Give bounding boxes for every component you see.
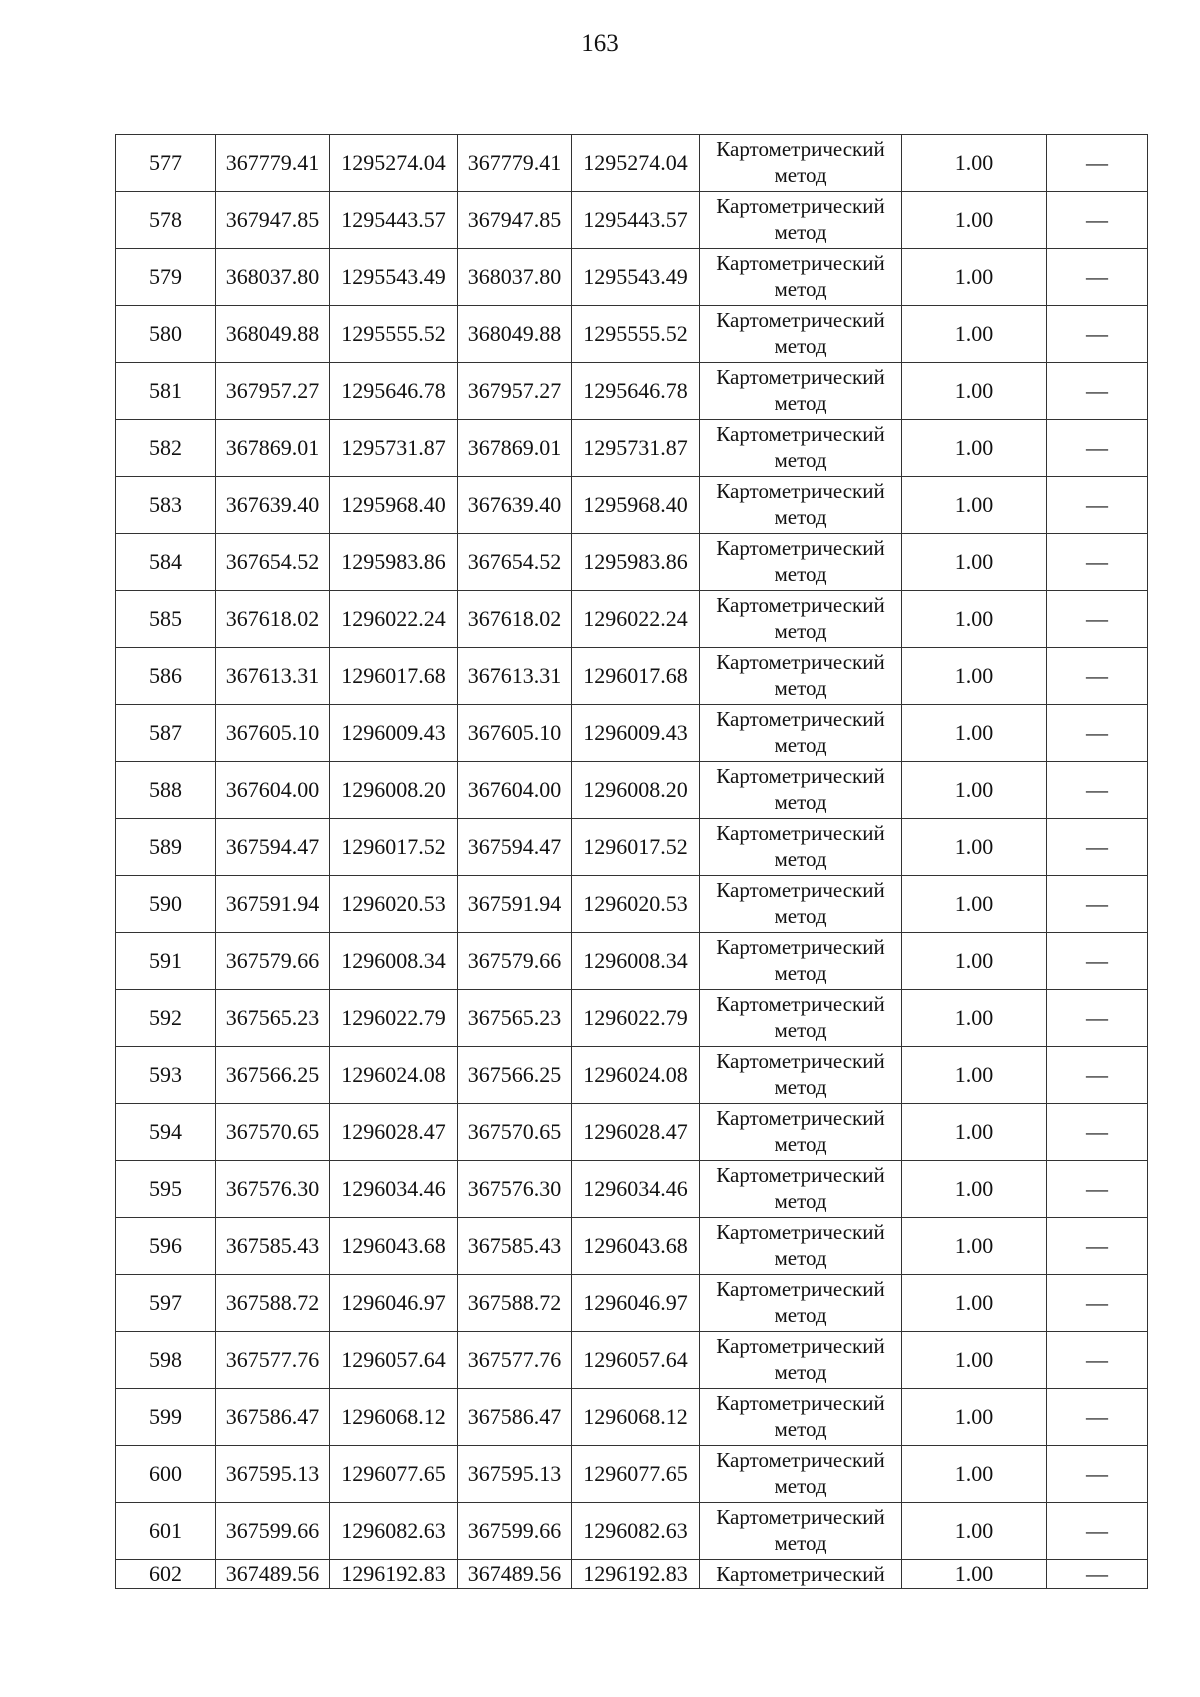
x-coordinate-new-cell: 367570.65 <box>458 1104 572 1161</box>
method-cell <box>700 876 902 933</box>
y-coordinate-new-cell: 1296024.08 <box>572 1047 700 1104</box>
table-row <box>116 648 1148 705</box>
point-number-cell: 589 <box>116 819 216 876</box>
y-coordinate-cell: 1295555.52 <box>330 306 458 363</box>
accuracy-cell: 1.00 <box>902 1104 1047 1161</box>
accuracy-cell: 1.00 <box>902 762 1047 819</box>
y-coordinate-new-cell: 1296043.68 <box>572 1218 700 1275</box>
y-coordinate-new-cell: 1295646.78 <box>572 363 700 420</box>
accuracy-cell: 1.00 <box>902 363 1047 420</box>
method-cell <box>700 1104 902 1161</box>
table-row <box>116 363 1148 420</box>
x-coordinate-cell: 367605.10 <box>216 705 330 762</box>
description-cell: — <box>1047 591 1148 648</box>
point-number-cell: 600 <box>116 1446 216 1503</box>
method-text-line-2: метод <box>774 847 827 871</box>
method-text-line-1: Картометрический <box>716 251 885 275</box>
method-text-line-1: Картометрический <box>716 878 885 902</box>
x-coordinate-new-cell: 367618.02 <box>458 591 572 648</box>
x-coordinate-cell: 367779.41 <box>216 135 330 192</box>
x-coordinate-new-cell: 367654.52 <box>458 534 572 591</box>
description-cell: — <box>1047 477 1148 534</box>
method-cell <box>700 192 902 249</box>
method-text-line-2: метод <box>774 961 827 985</box>
method-cell <box>700 534 902 591</box>
y-coordinate-cell: 1296017.52 <box>330 819 458 876</box>
x-coordinate-cell: 367599.66 <box>216 1503 330 1560</box>
x-coordinate-new-cell: 367579.66 <box>458 933 572 990</box>
description-cell: — <box>1047 1047 1148 1104</box>
x-coordinate-cell: 367585.43 <box>216 1218 330 1275</box>
y-coordinate-cell: 1296192.83 <box>330 1560 458 1589</box>
method-cell <box>700 1047 902 1104</box>
description-cell: — <box>1047 990 1148 1047</box>
method-cell <box>700 819 902 876</box>
y-coordinate-new-cell: 1296034.46 <box>572 1161 700 1218</box>
description-cell: — <box>1047 648 1148 705</box>
table-row <box>116 420 1148 477</box>
table-row <box>116 135 1148 192</box>
y-coordinate-new-cell: 1296020.53 <box>572 876 700 933</box>
y-coordinate-cell: 1296022.24 <box>330 591 458 648</box>
method-text-line-1: Картометрический <box>716 707 885 731</box>
method-cell <box>700 135 902 192</box>
y-coordinate-cell: 1295274.04 <box>330 135 458 192</box>
point-number-cell: 592 <box>116 990 216 1047</box>
method-text-line-1: Картометрический <box>716 479 885 503</box>
y-coordinate-new-cell: 1296008.20 <box>572 762 700 819</box>
x-coordinate-new-cell: 367957.27 <box>458 363 572 420</box>
method-text-line-2: метод <box>774 562 827 586</box>
y-coordinate-cell: 1296008.20 <box>330 762 458 819</box>
method-text-line-2: метод <box>774 448 827 472</box>
table-row <box>116 1218 1148 1275</box>
x-coordinate-cell: 367577.76 <box>216 1332 330 1389</box>
description-cell: — <box>1047 933 1148 990</box>
description-cell: — <box>1047 249 1148 306</box>
y-coordinate-cell: 1295731.87 <box>330 420 458 477</box>
method-text-line-2: метод <box>774 619 827 643</box>
y-coordinate-cell: 1295968.40 <box>330 477 458 534</box>
table-row <box>116 990 1148 1047</box>
x-coordinate-new-cell: 367576.30 <box>458 1161 572 1218</box>
table-body <box>116 135 1148 1589</box>
method-text-line-1: Картометрический <box>716 1562 885 1586</box>
point-number-cell: 597 <box>116 1275 216 1332</box>
table-row <box>116 1389 1148 1446</box>
method-cell <box>700 591 902 648</box>
y-coordinate-cell: 1296020.53 <box>330 876 458 933</box>
method-cell <box>700 1332 902 1389</box>
y-coordinate-cell: 1296068.12 <box>330 1389 458 1446</box>
method-cell <box>700 1446 902 1503</box>
x-coordinate-new-cell: 367605.10 <box>458 705 572 762</box>
accuracy-cell: 1.00 <box>902 819 1047 876</box>
x-coordinate-cell: 367639.40 <box>216 477 330 534</box>
accuracy-cell: 1.00 <box>902 534 1047 591</box>
accuracy-cell: 1.00 <box>902 192 1047 249</box>
method-text-line-1: Картометрический <box>716 992 885 1016</box>
method-cell <box>700 477 902 534</box>
method-cell <box>700 933 902 990</box>
y-coordinate-cell: 1296017.68 <box>330 648 458 705</box>
x-coordinate-cell: 367654.52 <box>216 534 330 591</box>
x-coordinate-new-cell: 367947.85 <box>458 192 572 249</box>
x-coordinate-new-cell: 367591.94 <box>458 876 572 933</box>
y-coordinate-new-cell: 1296057.64 <box>572 1332 700 1389</box>
y-coordinate-new-cell: 1296046.97 <box>572 1275 700 1332</box>
accuracy-cell: 1.00 <box>902 1560 1047 1589</box>
method-cell <box>700 306 902 363</box>
method-text-line-2: метод <box>774 676 827 700</box>
y-coordinate-new-cell: 1296008.34 <box>572 933 700 990</box>
method-cell <box>700 1389 902 1446</box>
point-number-cell: 587 <box>116 705 216 762</box>
accuracy-cell: 1.00 <box>902 135 1047 192</box>
y-coordinate-cell: 1296046.97 <box>330 1275 458 1332</box>
accuracy-cell: 1.00 <box>902 591 1047 648</box>
method-text-line-1: Картометрический <box>716 1220 885 1244</box>
accuracy-cell: 1.00 <box>902 990 1047 1047</box>
y-coordinate-new-cell: 1296009.43 <box>572 705 700 762</box>
x-coordinate-new-cell: 368049.88 <box>458 306 572 363</box>
x-coordinate-new-cell: 367779.41 <box>458 135 572 192</box>
y-coordinate-new-cell: 1296017.52 <box>572 819 700 876</box>
point-number-cell: 577 <box>116 135 216 192</box>
y-coordinate-cell: 1296024.08 <box>330 1047 458 1104</box>
point-number-cell: 580 <box>116 306 216 363</box>
method-text-line-2: метод <box>774 1531 827 1555</box>
point-number-cell: 581 <box>116 363 216 420</box>
point-number-cell: 602 <box>116 1560 216 1589</box>
x-coordinate-cell: 368049.88 <box>216 306 330 363</box>
point-number-cell: 583 <box>116 477 216 534</box>
x-coordinate-cell: 367489.56 <box>216 1560 330 1589</box>
x-coordinate-new-cell: 368037.80 <box>458 249 572 306</box>
y-coordinate-cell: 1295443.57 <box>330 192 458 249</box>
method-text-line-1: Картометрический <box>716 1505 885 1529</box>
accuracy-cell: 1.00 <box>902 1218 1047 1275</box>
y-coordinate-cell: 1296009.43 <box>330 705 458 762</box>
x-coordinate-cell: 367595.13 <box>216 1446 330 1503</box>
y-coordinate-cell: 1296043.68 <box>330 1218 458 1275</box>
description-cell: — <box>1047 1218 1148 1275</box>
method-cell <box>700 420 902 477</box>
table-row <box>116 1332 1148 1389</box>
accuracy-cell: 1.00 <box>902 876 1047 933</box>
table-row <box>116 1560 1148 1589</box>
accuracy-cell: 1.00 <box>902 1332 1047 1389</box>
x-coordinate-new-cell: 367566.25 <box>458 1047 572 1104</box>
y-coordinate-new-cell: 1295543.49 <box>572 249 700 306</box>
method-text-line-1: Картометрический <box>716 1106 885 1130</box>
method-cell <box>700 1161 902 1218</box>
method-text-line-2: метод <box>774 1360 827 1384</box>
accuracy-cell: 1.00 <box>902 1389 1047 1446</box>
method-cell <box>700 762 902 819</box>
description-cell: — <box>1047 1104 1148 1161</box>
page-number: 163 <box>581 30 619 57</box>
y-coordinate-new-cell: 1295983.86 <box>572 534 700 591</box>
x-coordinate-cell: 367618.02 <box>216 591 330 648</box>
method-text-line-1: Картометрический <box>716 1049 885 1073</box>
method-text-line-2: метод <box>774 220 827 244</box>
x-coordinate-new-cell: 367613.31 <box>458 648 572 705</box>
x-coordinate-cell: 367588.72 <box>216 1275 330 1332</box>
method-text-line-1: Картометрический <box>716 137 885 161</box>
y-coordinate-cell: 1296057.64 <box>330 1332 458 1389</box>
method-text-line-1: Картометрический <box>716 821 885 845</box>
method-text-line-1: Картометрический <box>716 1277 885 1301</box>
accuracy-cell: 1.00 <box>902 1161 1047 1218</box>
point-number-cell: 599 <box>116 1389 216 1446</box>
x-coordinate-cell: 367957.27 <box>216 363 330 420</box>
y-coordinate-cell: 1295983.86 <box>330 534 458 591</box>
table-row <box>116 762 1148 819</box>
x-coordinate-new-cell: 367586.47 <box>458 1389 572 1446</box>
x-coordinate-cell: 367570.65 <box>216 1104 330 1161</box>
description-cell: — <box>1047 1560 1148 1589</box>
point-number-cell: 591 <box>116 933 216 990</box>
description-cell: — <box>1047 1503 1148 1560</box>
description-cell: — <box>1047 876 1148 933</box>
y-coordinate-new-cell: 1296022.24 <box>572 591 700 648</box>
y-coordinate-new-cell: 1296068.12 <box>572 1389 700 1446</box>
method-cell <box>700 1560 902 1589</box>
x-coordinate-cell: 367604.00 <box>216 762 330 819</box>
method-text-line-2: метод <box>774 904 827 928</box>
point-number-cell: 595 <box>116 1161 216 1218</box>
table-row <box>116 1047 1148 1104</box>
method-text-line-1: Картометрический <box>716 1391 885 1415</box>
point-number-cell: 588 <box>116 762 216 819</box>
description-cell: — <box>1047 534 1148 591</box>
accuracy-cell: 1.00 <box>902 477 1047 534</box>
accuracy-cell: 1.00 <box>902 249 1047 306</box>
y-coordinate-new-cell: 1295555.52 <box>572 306 700 363</box>
method-text-line-1: Картометрический <box>716 194 885 218</box>
method-text-line-1: Картометрический <box>716 593 885 617</box>
point-number-cell: 578 <box>116 192 216 249</box>
table-row <box>116 1503 1148 1560</box>
coordinates-table <box>115 134 1148 1589</box>
accuracy-cell: 1.00 <box>902 705 1047 762</box>
x-coordinate-cell: 367594.47 <box>216 819 330 876</box>
accuracy-cell: 1.00 <box>902 933 1047 990</box>
x-coordinate-cell: 367576.30 <box>216 1161 330 1218</box>
method-text-line-2: метод <box>774 163 827 187</box>
method-text-line-1: Картометрический <box>716 650 885 674</box>
y-coordinate-new-cell: 1296077.65 <box>572 1446 700 1503</box>
point-number-cell: 593 <box>116 1047 216 1104</box>
method-text-line-2: метод <box>774 1474 827 1498</box>
table-row <box>116 876 1148 933</box>
point-number-cell: 590 <box>116 876 216 933</box>
y-coordinate-cell: 1295646.78 <box>330 363 458 420</box>
y-coordinate-new-cell: 1296192.83 <box>572 1560 700 1589</box>
y-coordinate-cell: 1296028.47 <box>330 1104 458 1161</box>
point-number-cell: 601 <box>116 1503 216 1560</box>
table-row <box>116 705 1148 762</box>
method-cell <box>700 705 902 762</box>
y-coordinate-new-cell: 1296022.79 <box>572 990 700 1047</box>
x-coordinate-new-cell: 367577.76 <box>458 1332 572 1389</box>
table-row <box>116 477 1148 534</box>
description-cell: — <box>1047 192 1148 249</box>
table-row <box>116 1446 1148 1503</box>
table-row <box>116 933 1148 990</box>
method-cell <box>700 648 902 705</box>
x-coordinate-cell: 367579.66 <box>216 933 330 990</box>
method-text-line-2: метод <box>774 1075 827 1099</box>
method-text-line-2: метод <box>774 1018 827 1042</box>
x-coordinate-cell: 367591.94 <box>216 876 330 933</box>
x-coordinate-new-cell: 367604.00 <box>458 762 572 819</box>
method-text-line-1: Картометрический <box>716 1334 885 1358</box>
x-coordinate-cell: 367565.23 <box>216 990 330 1047</box>
y-coordinate-cell: 1296034.46 <box>330 1161 458 1218</box>
x-coordinate-new-cell: 367594.47 <box>458 819 572 876</box>
point-number-cell: 582 <box>116 420 216 477</box>
y-coordinate-cell: 1296077.65 <box>330 1446 458 1503</box>
description-cell: — <box>1047 420 1148 477</box>
x-coordinate-new-cell: 367639.40 <box>458 477 572 534</box>
method-text-line-2: метод <box>774 790 827 814</box>
accuracy-cell: 1.00 <box>902 648 1047 705</box>
method-text-line-1: Картометрический <box>716 935 885 959</box>
x-coordinate-new-cell: 367588.72 <box>458 1275 572 1332</box>
x-coordinate-cell: 367566.25 <box>216 1047 330 1104</box>
method-text-line-1: Картометрический <box>716 536 885 560</box>
y-coordinate-new-cell: 1295968.40 <box>572 477 700 534</box>
accuracy-cell: 1.00 <box>902 420 1047 477</box>
method-text-line-2: метод <box>774 334 827 358</box>
x-coordinate-new-cell: 367585.43 <box>458 1218 572 1275</box>
table-row <box>116 1275 1148 1332</box>
method-text-line-2: метод <box>774 1417 827 1441</box>
y-coordinate-new-cell: 1296082.63 <box>572 1503 700 1560</box>
x-coordinate-cell: 368037.80 <box>216 249 330 306</box>
x-coordinate-new-cell: 367565.23 <box>458 990 572 1047</box>
description-cell: — <box>1047 1161 1148 1218</box>
description-cell: — <box>1047 1389 1148 1446</box>
accuracy-cell: 1.00 <box>902 306 1047 363</box>
method-text-line-1: Картометрический <box>716 422 885 446</box>
method-cell <box>700 249 902 306</box>
table-row <box>116 249 1148 306</box>
method-text-line-2: метод <box>774 391 827 415</box>
description-cell: — <box>1047 306 1148 363</box>
x-coordinate-new-cell: 367489.56 <box>458 1560 572 1589</box>
y-coordinate-cell: 1296022.79 <box>330 990 458 1047</box>
description-cell: — <box>1047 1446 1148 1503</box>
point-number-cell: 579 <box>116 249 216 306</box>
method-text-line-1: Картометрический <box>716 308 885 332</box>
y-coordinate-new-cell: 1295274.04 <box>572 135 700 192</box>
method-text-line-2: метод <box>774 733 827 757</box>
table-row <box>116 1104 1148 1161</box>
accuracy-cell: 1.00 <box>902 1275 1047 1332</box>
description-cell: — <box>1047 1275 1148 1332</box>
table-row <box>116 306 1148 363</box>
description-cell: — <box>1047 819 1148 876</box>
method-text-line-1: Картометрический <box>716 1448 885 1472</box>
y-coordinate-new-cell: 1295443.57 <box>572 192 700 249</box>
table-row <box>116 192 1148 249</box>
table-row <box>116 591 1148 648</box>
description-cell: — <box>1047 1332 1148 1389</box>
y-coordinate-new-cell: 1296028.47 <box>572 1104 700 1161</box>
method-cell <box>700 1218 902 1275</box>
method-cell <box>700 990 902 1047</box>
y-coordinate-new-cell: 1296017.68 <box>572 648 700 705</box>
table-row <box>116 534 1148 591</box>
x-coordinate-cell: 367947.85 <box>216 192 330 249</box>
description-cell: — <box>1047 762 1148 819</box>
description-cell: — <box>1047 135 1148 192</box>
method-text-line-1: Картометрический <box>716 1163 885 1187</box>
method-text-line-2: метод <box>774 1189 827 1213</box>
point-number-cell: 585 <box>116 591 216 648</box>
point-number-cell: 584 <box>116 534 216 591</box>
method-cell <box>700 1503 902 1560</box>
y-coordinate-cell: 1296082.63 <box>330 1503 458 1560</box>
method-cell <box>700 363 902 420</box>
table-row <box>116 819 1148 876</box>
x-coordinate-cell: 367869.01 <box>216 420 330 477</box>
accuracy-cell: 1.00 <box>902 1503 1047 1560</box>
method-cell <box>700 1275 902 1332</box>
description-cell: — <box>1047 363 1148 420</box>
x-coordinate-new-cell: 367595.13 <box>458 1446 572 1503</box>
x-coordinate-cell: 367586.47 <box>216 1389 330 1446</box>
method-text-line-2: метод <box>774 1303 827 1327</box>
x-coordinate-cell: 367613.31 <box>216 648 330 705</box>
method-text-line-1: Картометрический <box>716 764 885 788</box>
point-number-cell: 594 <box>116 1104 216 1161</box>
x-coordinate-new-cell: 367599.66 <box>458 1503 572 1560</box>
point-number-cell: 598 <box>116 1332 216 1389</box>
x-coordinate-new-cell: 367869.01 <box>458 420 572 477</box>
point-number-cell: 596 <box>116 1218 216 1275</box>
method-text-line-2: метод <box>774 505 827 529</box>
y-coordinate-new-cell: 1295731.87 <box>572 420 700 477</box>
method-text-line-2: метод <box>774 1246 827 1270</box>
y-coordinate-cell: 1296008.34 <box>330 933 458 990</box>
description-cell: — <box>1047 705 1148 762</box>
table-row <box>116 1161 1148 1218</box>
method-text-line-2: метод <box>774 1132 827 1156</box>
y-coordinate-cell: 1295543.49 <box>330 249 458 306</box>
accuracy-cell: 1.00 <box>902 1047 1047 1104</box>
method-text-line-1: Картометрический <box>716 365 885 389</box>
accuracy-cell: 1.00 <box>902 1446 1047 1503</box>
point-number-cell: 586 <box>116 648 216 705</box>
method-text-line-2: метод <box>774 277 827 301</box>
